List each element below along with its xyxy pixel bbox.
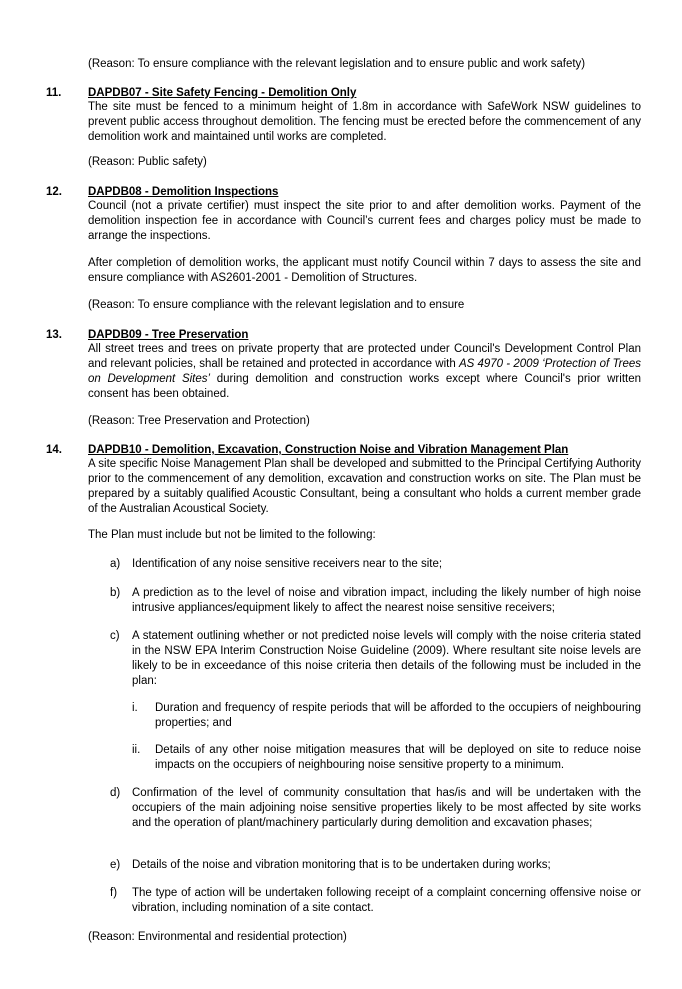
condition-title: DAPDB08 - Demolition Inspections <box>88 186 279 198</box>
list-item: Confirmation of the level of community consultation that has/is and will be undertaken with the occupiers of the main adjoining noise sensitive properties likely to be most affected by site works and the operation of plant/machinery particularly during demolition and excavation phases; <box>132 787 641 829</box>
list-item: The type of action will be undertaken following receipt of a complaint concerning offensive noise or vibration, including nomination of a site contact. <box>132 887 641 914</box>
condition-paragraph: The Plan must include but not be limited to the following: <box>88 529 376 541</box>
condition-title: DAPDB10 - Demolition, Excavation, Construction Noise and Vibration Management Plan <box>88 444 569 456</box>
condition-reason: (Reason: Public safety) <box>88 156 207 168</box>
list-item-label: f) <box>110 887 118 899</box>
list-item-label: e) <box>110 859 121 871</box>
list-item-label: a) <box>110 558 121 570</box>
list-item: A statement outlining whether or not predicted noise levels will comply with the noise criteria stated in the NSW EPA Interim Construction Noise Guideline (2009). Where resultant site noise levels are likely to be in exceedance of this noise criteria then details of the following must be included in the plan: <box>132 630 641 687</box>
condition-number: 12. <box>46 186 62 198</box>
intro-reason: (Reason: To ensure compliance with the relevant legislation and to ensure public and work safety) <box>88 58 586 70</box>
list-item: A prediction as to the level of noise and vibration impact, including the likely number of high noise intrusive appliances/equipment likely to affect the nearest noise sensitive receivers; <box>132 587 641 614</box>
sub-item: Details of any other noise mitigation measures that will be deployed on site to reduce noise impacts on the occupiers of neighbouring noise sensitive property to a minimum. <box>155 744 641 771</box>
condition-reason: (Reason: To ensure compliance with the relevant legislation and to ensure <box>88 299 465 311</box>
condition-paragraph: A site specific Noise Management Plan shall be developed and submitted to the Principal Certifying Authority prior to the commencement of any demolition, excavation and construction works on site. The Plan must be prepared by a suitably qualified Acoustic Consultant, being a consultant who holds a current member grade of the Australian Acoustical Society. <box>88 458 641 515</box>
condition-paragraph: The site must be fenced to a minimum height of 1.8m in accordance with SafeWork NSW guidelines to prevent public access throughout demolition. The fencing must be erected before the commencement of any demolition work and maintained until works are completed. <box>88 101 641 143</box>
paragraph-text: All street trees and trees on private property that are protected under Council's Development Control Plan and relevant policies, shall be retained and protected in accordance with <box>88 343 641 370</box>
condition-reason: (Reason: Tree Preservation and Protection) <box>88 415 310 427</box>
condition-paragraph: After completion of demolition works, the applicant must notify Council within 7 days to assess the site and ensure compliance with AS2601-2001 - Demolition of Structures. <box>88 257 641 284</box>
list-item-label: c) <box>110 630 120 642</box>
condition-title: DAPDB07 - Site Safety Fencing - Demolition Only <box>88 87 357 99</box>
sub-item-label: i. <box>132 702 138 714</box>
condition-number: 11. <box>46 87 62 99</box>
list-item: Identification of any noise sensitive receivers near to the site; <box>132 558 443 570</box>
sub-item-label: ii. <box>132 744 141 756</box>
sub-item: Duration and frequency of respite periods that will be afforded to the occupiers of neighbouring properties; and <box>155 702 641 729</box>
list-item-label: d) <box>110 787 121 799</box>
list-item: Details of the noise and vibration monitoring that is to be undertaken during works; <box>132 859 551 871</box>
condition-number: 14. <box>46 444 62 456</box>
standard-reference: AS 4970 - 2009 ‘Protection of Trees on Development Sites’ <box>88 358 641 385</box>
condition-paragraph: Council (not a private certifier) must inspect the site prior to and after demolition works. Payment of the demolition inspection fee in accordance with Council’s current fees and charges policy must be made to arrange the inspections. <box>88 200 641 242</box>
condition-reason: (Reason: Environmental and residential protection) <box>88 931 347 943</box>
paragraph-text: during demolition and construction works except where Council's prior written consent has been obtained. <box>88 373 641 400</box>
condition-number: 13. <box>46 329 62 341</box>
list-item-label: b) <box>110 587 121 599</box>
condition-paragraph <box>88 342 641 402</box>
condition-title: DAPDB09 - Tree Preservation <box>88 329 249 341</box>
